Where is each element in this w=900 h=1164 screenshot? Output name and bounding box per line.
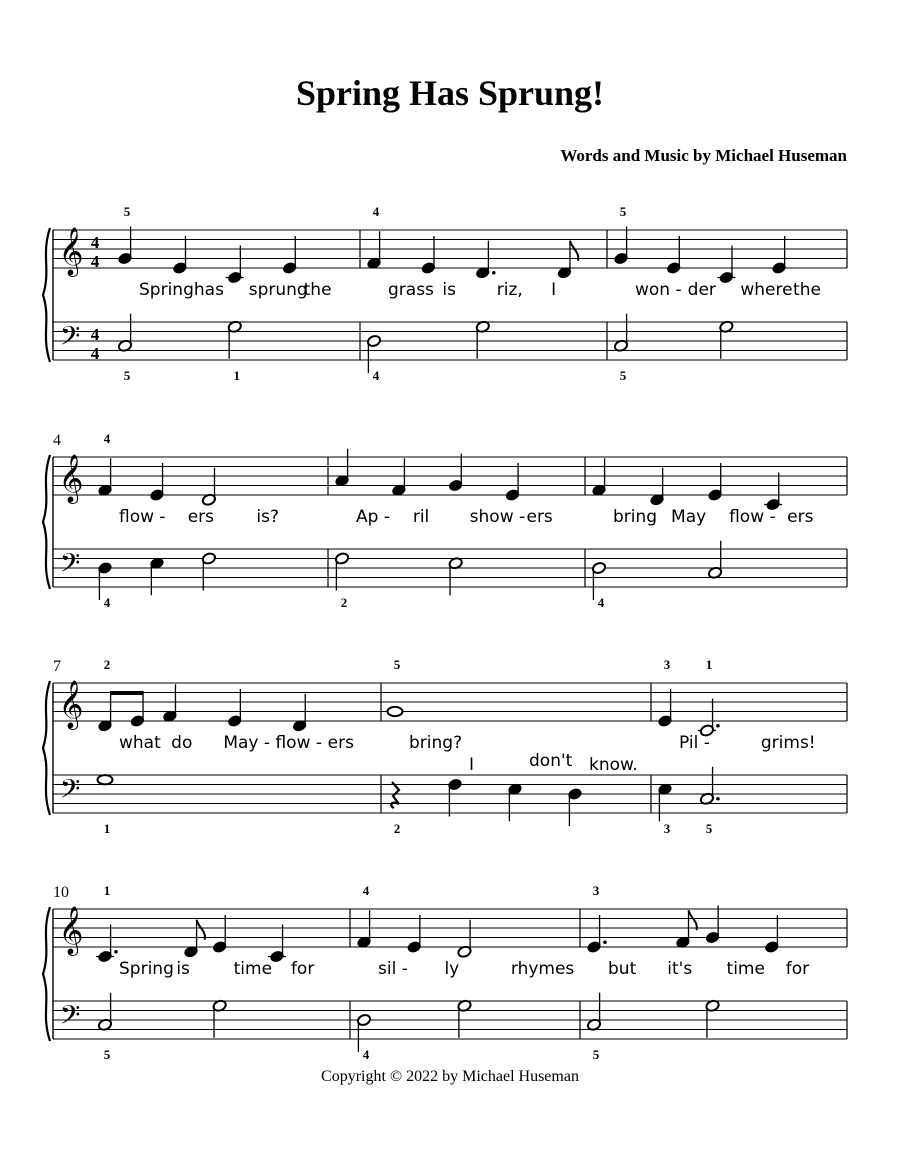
lh-fingering: 3 (663, 821, 671, 836)
lyric-syllable: know. (589, 755, 638, 775)
rh-fingering: 4 (372, 204, 380, 219)
lyric-syllable: it's (667, 959, 693, 979)
time-signature-bottom: 4 (90, 344, 100, 363)
lyric-syllable: do (171, 733, 193, 753)
measure-number: 10 (53, 884, 69, 901)
rh-fingering: 5 (393, 657, 401, 672)
grand-staff-brace (43, 228, 50, 362)
lh-fingering: 4 (362, 1047, 370, 1062)
bass-clef-icon: 𝄢 (59, 773, 81, 811)
lyric-syllable: the (303, 280, 332, 300)
lyric-syllable: where (740, 280, 793, 300)
lyric-syllable: but (608, 959, 637, 979)
lyric-syllable: sil - (378, 959, 408, 979)
treble-note-flag (197, 920, 205, 940)
lyric-syllable: flow - (729, 507, 776, 527)
lyric-syllable: flow - (275, 733, 323, 753)
lyric-syllable: ers (526, 507, 553, 527)
lyric-syllable: grass (388, 280, 434, 300)
lh-fingering: 1 (233, 368, 241, 383)
lyric-syllable: is (176, 959, 190, 979)
lyric-syllable: Pil - (679, 733, 710, 753)
rh-fingering: 5 (619, 204, 627, 219)
grand-staff-brace (43, 455, 50, 589)
grand-staff-brace (43, 907, 50, 1041)
rh-fingering: 1 (103, 883, 111, 898)
lh-fingering: 5 (592, 1047, 600, 1062)
treble-note-dot (716, 724, 720, 728)
bass-note-dot (716, 797, 720, 801)
song-title: Spring Has Sprung! (295, 73, 605, 113)
lh-fingering: 4 (103, 595, 111, 610)
rh-fingering: 1 (705, 657, 713, 672)
treble-clef-icon: 𝄞 (58, 905, 84, 954)
lyric-syllable: ril (412, 507, 430, 527)
lyric-syllable: for (290, 959, 315, 979)
rh-fingering: 3 (663, 657, 671, 672)
bass-clef-icon: 𝄢 (59, 320, 81, 358)
lyric-syllable: bring (613, 507, 658, 527)
treble-note-flag (570, 241, 578, 261)
lyric-syllable: time (726, 959, 765, 979)
lyric-syllable: don't (529, 751, 573, 771)
lyric-syllable: the (793, 280, 821, 300)
lyric-syllable: bring? (409, 733, 463, 753)
lyric-syllable: rhymes (510, 959, 575, 979)
lyric-syllable: is (442, 280, 456, 300)
treble-note-dot (114, 950, 118, 954)
lh-fingering: 5 (123, 368, 131, 383)
time-signature-top: 4 (90, 233, 100, 252)
treble-clef-icon: 𝄞 (58, 453, 84, 502)
rh-fingering: 4 (103, 431, 111, 446)
bass-note-notehead (98, 775, 113, 784)
bass-note-rest (391, 782, 399, 808)
lyric-syllable: has (193, 280, 224, 300)
lh-fingering: 5 (619, 368, 627, 383)
lyric-syllable: show - (469, 507, 526, 527)
lh-fingering: 4 (597, 595, 605, 610)
lyric-syllable: Spring (139, 280, 194, 300)
rh-fingering: 2 (103, 657, 111, 672)
lyric-syllable: ly (444, 959, 460, 979)
composer-credit: Words and Music by Michael Huseman (560, 146, 847, 165)
lh-fingering: 4 (372, 368, 380, 383)
lyric-syllable: flow - (119, 507, 166, 527)
rh-fingering: 5 (123, 204, 131, 219)
lyric-syllable: Spring (119, 959, 174, 979)
bass-clef-icon: 𝄢 (59, 547, 81, 585)
lyric-syllable: May - (223, 733, 271, 753)
copyright-notice: Copyright © 2022 by Michael Huseman (321, 1068, 579, 1085)
lyric-syllable: ers (787, 507, 814, 527)
lyric-syllable: time (233, 959, 273, 979)
treble-clef-icon: 𝄞 (58, 226, 84, 275)
lh-fingering: 5 (103, 1047, 111, 1062)
lyric-syllable: grims! (760, 733, 816, 753)
lh-fingering: 2 (393, 821, 401, 836)
lh-fingering: 2 (340, 595, 348, 610)
grand-staff-brace (43, 681, 50, 815)
lyric-syllable: won - (635, 280, 682, 300)
lyric-syllable: Ap - (356, 507, 390, 527)
treble-note-dot (492, 271, 496, 275)
time-signature-bottom: 4 (90, 252, 100, 271)
lyric-syllable: for (785, 959, 810, 979)
measure-number: 4 (53, 432, 61, 449)
lyric-syllable: sprung (248, 280, 308, 300)
rh-fingering: 4 (362, 883, 370, 898)
treble-note-dot (603, 940, 607, 944)
lyric-syllable: May (671, 507, 707, 527)
bass-clef-icon: 𝄢 (59, 999, 81, 1037)
lyric-syllable: is? (256, 507, 280, 527)
lh-fingering: 5 (705, 821, 713, 836)
treble-note-flag (689, 910, 697, 930)
lyric-syllable: what (119, 733, 161, 753)
eighth-beam (111, 691, 143, 695)
lyric-syllable: riz, (496, 280, 523, 300)
treble-clef-icon: 𝄞 (58, 679, 84, 728)
time-signature-top: 4 (90, 325, 100, 344)
lyric-syllable: I (469, 755, 475, 775)
treble-note-notehead (388, 707, 403, 716)
measure-number: 7 (53, 658, 61, 675)
lyric-syllable: der (687, 280, 716, 300)
lyric-syllable: I (551, 280, 557, 300)
lh-fingering: 1 (103, 821, 111, 836)
rh-fingering: 3 (592, 883, 600, 898)
lyric-syllable: ers (327, 733, 354, 753)
lyric-syllable: ers (187, 507, 215, 527)
